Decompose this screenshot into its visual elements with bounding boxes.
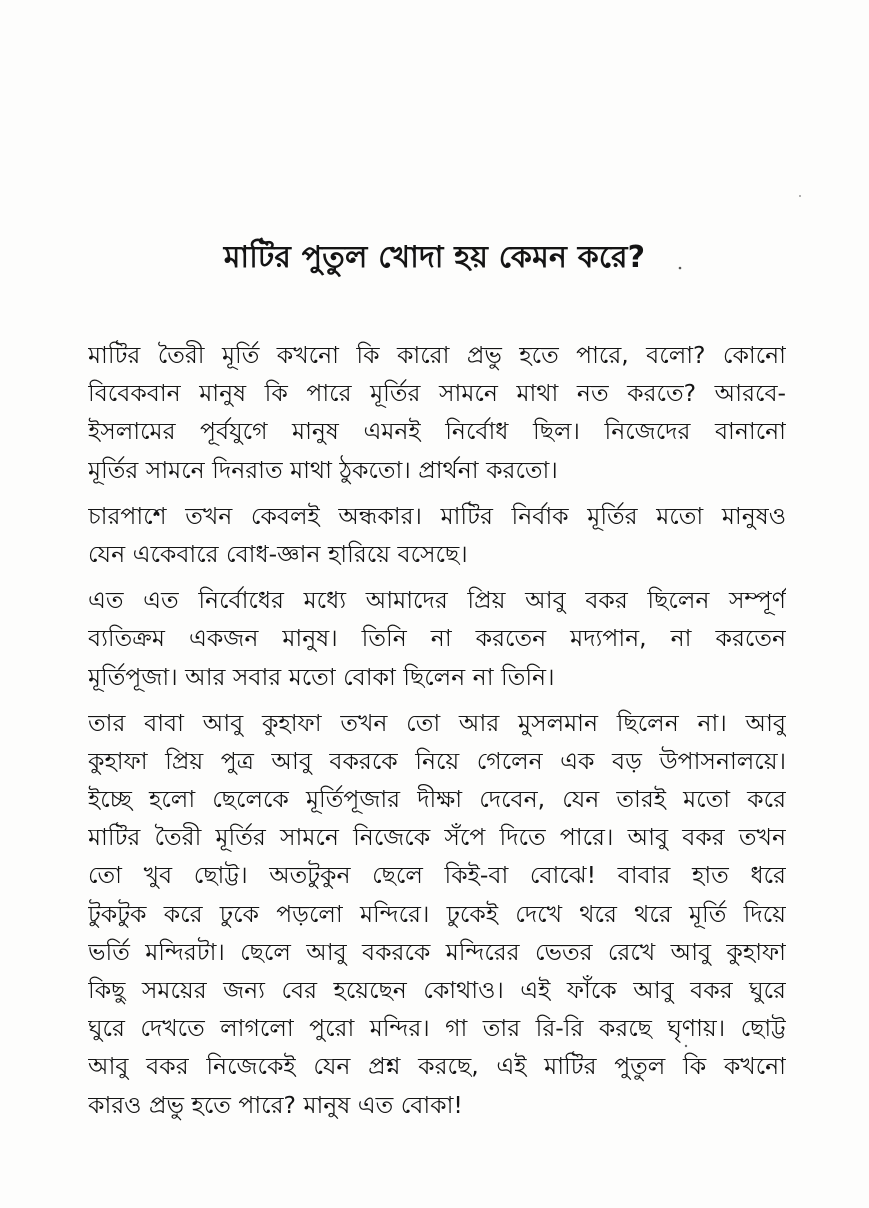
text-line: ব্যতিক্রম একজন মানুষ। তিনি না করতেন মদ্যপান, না করতেন <box>88 624 786 653</box>
chapter-title: মাটির পুতুল খোদা হয় কেমন করে? <box>223 240 646 275</box>
text-line: মূর্তিপূজা। আর সবার মতো বোকা ছিলেন না তিনি। <box>88 662 555 691</box>
text-line: মাটির তৈরী মূর্তির সামনে নিজেকে সঁপে দিতে পারে। আবু বকর তখন <box>88 823 786 852</box>
text-line: চারপাশে তখন কেবলই অন্ধকার। মাটির নির্বাক মূর্তির মতো মানুষও <box>88 501 786 530</box>
paragraph-4 <box>88 704 786 1124</box>
story-body <box>88 336 786 1132</box>
text-line: ইচ্ছে হলো ছেলেকে মূর্তিপূজার দীক্ষা দেবেন, যেন তারই মতো করে <box>88 785 786 814</box>
text-line: আবু বকর নিজেকেই যেন প্রশ্ন করছে, এই মাটির পুতুল কি কখনো <box>88 1052 786 1081</box>
text-line: কিছু সময়ের জন্য বের হয়েছেন কোথাও। এই ফাঁকে আবু বকর ঘুরে <box>88 976 786 1004</box>
text-line: কারও প্রভু হতে পারে? মানুষ এত বোকা! <box>88 1090 463 1119</box>
text-line: তার বাবা আবু কুহাফা তখন তো আর মুসলমান ছিলেন না। আবু <box>88 708 786 737</box>
text-line: এত এত নির্বোধের মধ্যে আমাদের প্রিয় আবু বকর ছিলেন সম্পূর্ণ <box>88 586 786 615</box>
paragraph-2 <box>88 497 786 573</box>
text-line: মূর্তির সামনে দিনরাত মাথা ঠুকতো। প্রার্থনা করতো। <box>88 455 558 484</box>
paragraph-3 <box>88 581 786 696</box>
text-line: ইসলামের পূর্বযুগে মানুষ এমনই নির্বোধ ছিল। নিজেদের বানানো <box>88 417 786 446</box>
text-line: যেন একেবারে বোধ-জ্ঞান হারিয়ে বসেছে। <box>88 539 468 568</box>
text-line: মাটির তৈরী মূর্তি কখনো কি কারো প্রভু হতে পারে, বলো? কোনো <box>88 341 786 369</box>
paragraph-1 <box>88 336 786 489</box>
text-line: ঘুরে দেখতে লাগলো পুরো মন্দির। গা তার রি-রি করছে ঘৃণায়। ছোট্ট <box>88 1014 786 1043</box>
text-line: তো খুব ছোট্ট। অতটুকুন ছেলে কিই-বা বোঝে! বাবার হাত ধরে <box>88 861 786 890</box>
text-line: বিবেকবান মানুষ কি পারে মূর্তির সামনে মাথা নত করতে? আরবে- <box>88 379 786 408</box>
text-line: কুহাফা প্রিয় পুত্র আবু বকরকে নিয়ে গেলেন এক বড় উপাসনালয়ে। <box>88 746 786 775</box>
text-line: ভর্তি মন্দিরটা। ছেলে আবু বকরকে মন্দিরের ভেতর রেখে আবু কুহাফা <box>88 937 786 966</box>
text-line: টুকটুক করে ঢুকে পড়লো মন্দিরে। ঢুকেই দেখে থরে থরে মূর্তি দিয়ে <box>88 899 786 928</box>
